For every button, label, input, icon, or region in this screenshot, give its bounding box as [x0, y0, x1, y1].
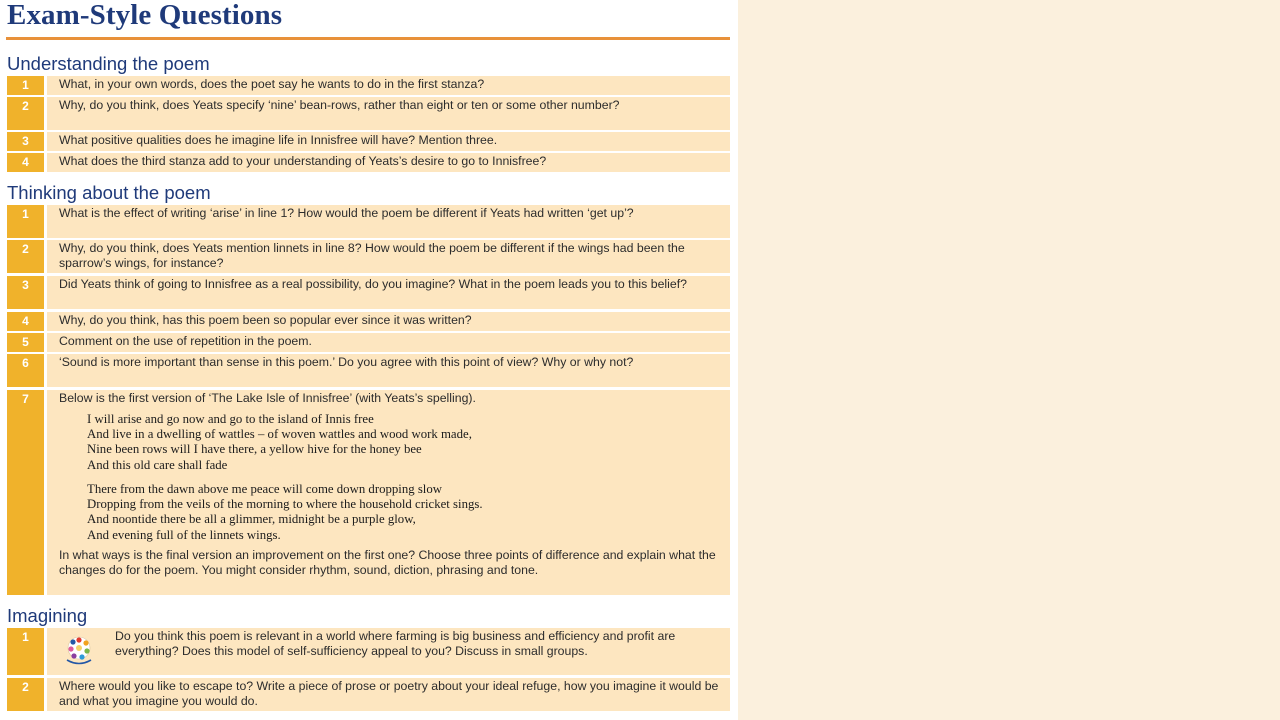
question-body	[47, 354, 730, 387]
question-number: 1	[7, 76, 44, 95]
section-heading-understanding: Understanding the poem	[7, 53, 210, 74]
poem-stanza-2	[87, 482, 724, 543]
poem-line: And evening full of the linnets wings.	[87, 527, 281, 542]
question-number: 6	[7, 354, 44, 387]
question-row	[7, 240, 730, 273]
question-body	[47, 678, 730, 711]
poem-stanza-1	[87, 412, 724, 473]
question-text: Did Yeats think of going to Innisfree as a real possibility, do you imagine? What in the poem leads you to this belief?	[59, 277, 687, 291]
question-row	[7, 76, 730, 95]
question-number: 2	[7, 97, 44, 130]
question-row	[7, 312, 730, 331]
question-body	[47, 97, 730, 130]
question-text: What is the effect of writing ‘arise’ in line 1? How would the poem be different if Yeats had written ‘get up’?	[59, 206, 634, 220]
question-number: 5	[7, 333, 44, 352]
question-text: ‘Sound is more important than sense in this poem.’ Do you agree with this point of view? Why or why not?	[59, 355, 634, 369]
question-row	[7, 628, 730, 675]
title-underline	[6, 37, 730, 40]
poem-line: And this old care shall fade	[87, 457, 228, 472]
question-text: Where would you like to escape to? Write a piece of prose or poetry about your ideal refuge, how you imagine it would be and what you imagine you would do.	[59, 679, 719, 708]
section-heading-thinking: Thinking about the poem	[7, 182, 211, 203]
question-body	[47, 276, 730, 309]
poem-line: There from the dawn above me peace will come down dropping slow	[87, 482, 443, 496]
question-body	[47, 312, 730, 331]
question-text: What does the third stanza add to your understanding of Yeats’s desire to go to Innisfree?	[59, 154, 547, 168]
groupwork-icon	[61, 633, 97, 667]
question-body	[47, 628, 730, 675]
question-body	[47, 205, 730, 238]
question-row	[7, 678, 730, 711]
question-row	[7, 205, 730, 238]
question-number: 2	[7, 240, 44, 273]
poem-line: Nine been rows will I have there, a yellow hive for the honey bee	[87, 442, 422, 457]
poem-line: And noontide there be all a glimmer, midnight be a purple glow,	[87, 512, 416, 527]
question-text: Below is the first version of ‘The Lake Isle of Innisfree’ (with Yeats’s spelling).	[59, 391, 476, 405]
question-number: 4	[7, 312, 44, 331]
question-text: Comment on the use of repetition in the poem.	[59, 334, 312, 348]
question-row	[7, 390, 730, 595]
poem-line: I will arise and go now and go to the island of Innis free	[87, 412, 374, 426]
question-body	[47, 132, 730, 151]
question-row	[7, 333, 730, 352]
question-body	[47, 390, 730, 595]
section-heading-imagining: Imagining	[7, 605, 88, 626]
right-blank-panel	[738, 0, 1280, 720]
question-number: 1	[7, 205, 44, 238]
question-number: 2	[7, 678, 44, 711]
question-text: Do you think this poem is relevant in a world where farming is big business and efficiency and profit are everything? Does this model of self-sufficiency appeal to you? Discuss in small groups.	[115, 629, 676, 658]
question-text: Why, do you think, does Yeats mention linnets in line 8? How would the poem be different if the wings had been the sparrow’s wings, for instance?	[59, 241, 685, 270]
page-title: Exam-Style Questions	[7, 0, 283, 31]
question-row	[7, 276, 730, 309]
question-number: 4	[7, 153, 44, 172]
question-row	[7, 97, 730, 130]
question-number: 7	[7, 390, 44, 595]
question-number: 3	[7, 276, 44, 309]
question-body	[47, 76, 730, 95]
poem-line: Dropping from the veils of the morning to where the household cricket sings.	[87, 497, 483, 512]
question-text: Why, do you think, has this poem been so popular ever since it was written?	[59, 313, 472, 327]
poem-line: And live in a dwelling of wattles – of woven wattles and wood work made,	[87, 427, 472, 442]
question-text: What, in your own words, does the poet say he wants to do in the first stanza?	[59, 77, 485, 91]
question-text: Why, do you think, does Yeats specify ‘nine’ bean-rows, rather than eight or ten or some other number?	[59, 98, 620, 112]
question-row	[7, 132, 730, 151]
question-body	[47, 333, 730, 352]
question-body	[47, 153, 730, 172]
question-number: 1	[7, 628, 44, 675]
question-row	[7, 354, 730, 387]
question-number: 3	[7, 132, 44, 151]
question-row	[7, 153, 730, 172]
question-body	[47, 240, 730, 273]
question-text: In what ways is the final version an improvement on the first one? Choose three points of difference and explain what the changes do for the poem. You might consider rhythm, sound, diction, phrasing and tone.	[59, 548, 716, 577]
question-text: What positive qualities does he imagine life in Innisfree will have? Mention three.	[59, 133, 498, 147]
